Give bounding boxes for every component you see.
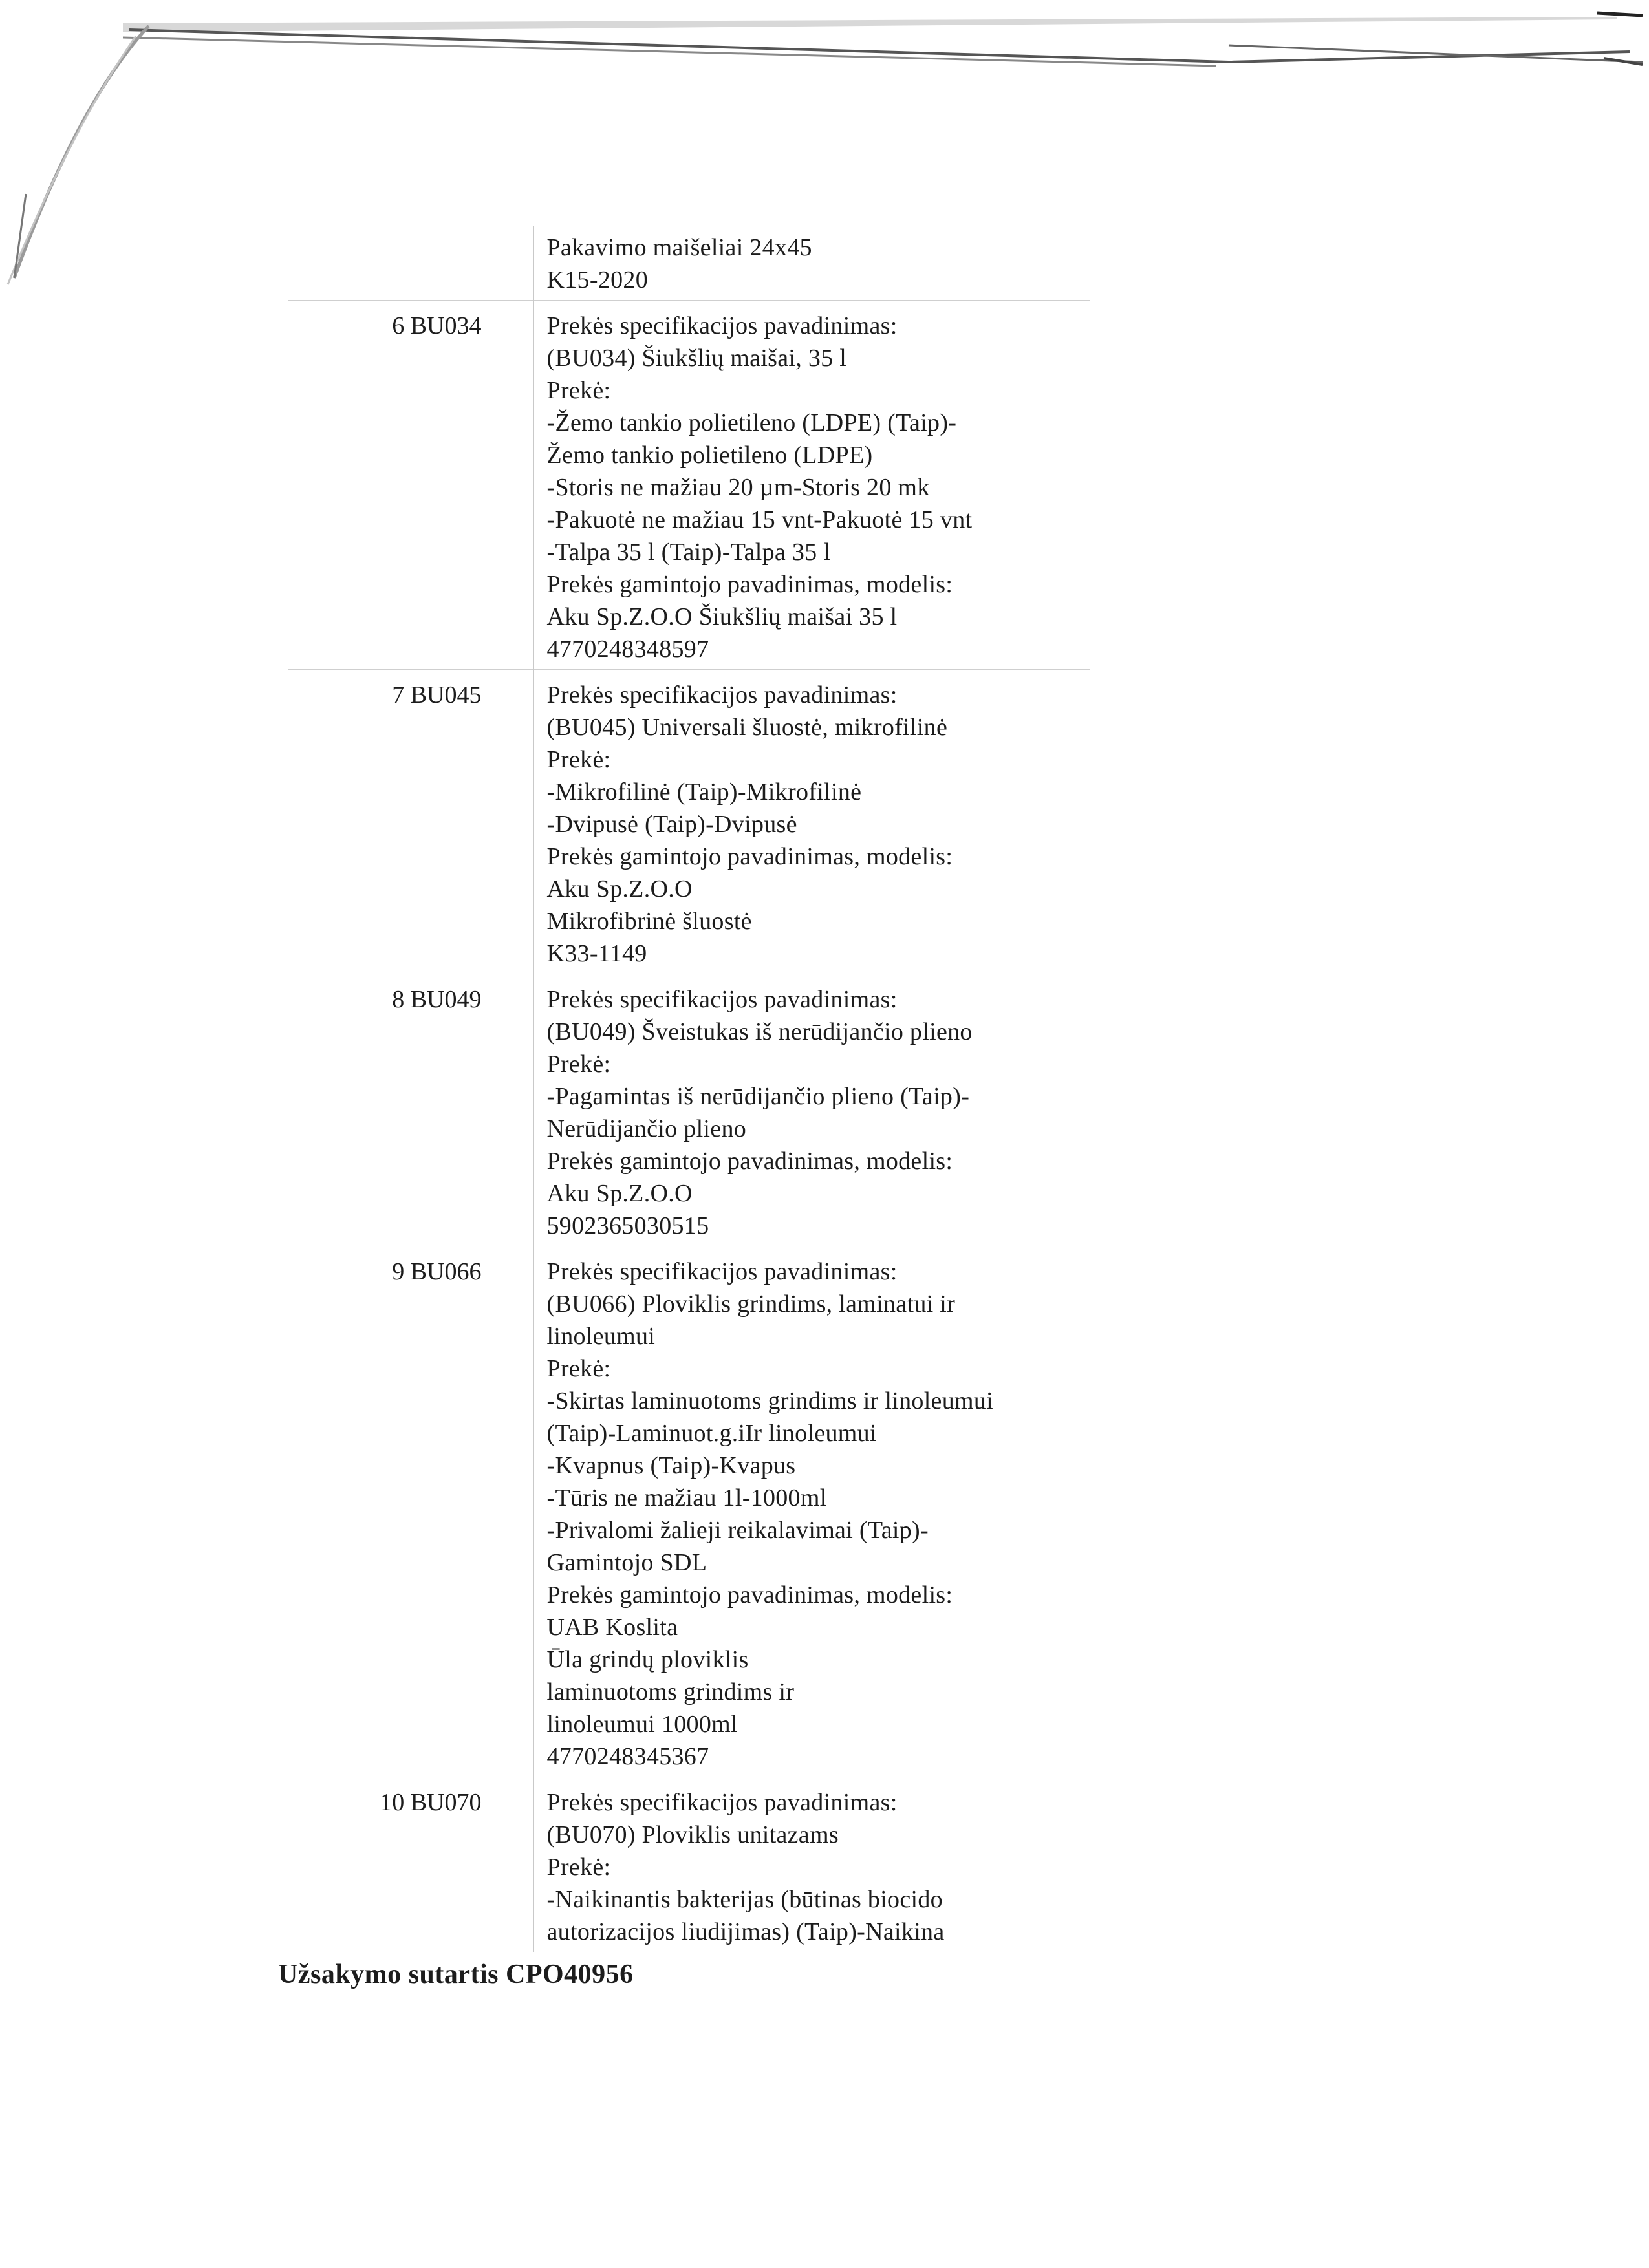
description-line: Mikrofibrinė šluostė [546,908,752,935]
description-line: -Tūris ne mažiau 1l-1000ml [546,1484,827,1512]
description-line: Prekės specifikacijos pavadinimas: [546,312,898,339]
description-line: -Kvapnus (Taip)-Kvapus [546,1452,796,1479]
description-line: K33-1149 [546,940,647,967]
table-row [288,670,1090,974]
description-line: Aku Sp.Z.O.O Šiukšlių maišai 35 l [546,603,898,630]
description-line: -Pakuotė ne mažiau 15 vnt-Pakuotė 15 vnt [546,506,973,533]
description-line: (BU049) Šveistukas iš nerūdijančio plieno [546,1018,973,1045]
description-line: -Dvipusė (Taip)-Dvipusė [546,811,797,838]
table-row [288,1777,1090,1952]
description-line: -Žemo tankio polietileno (LDPE) (Taip)- [546,409,957,436]
item-number: 10 BU070 [288,1777,534,1952]
item-number: 8 BU049 [288,974,534,1246]
description-line: autorizacijos liudijimas) (Taip)-Naikina [546,1918,945,1945]
description-line: Prekės specifikacijos pavadinimas: [546,986,898,1013]
description-line: Aku Sp.Z.O.O [546,1180,693,1207]
description-line: (Taip)-Laminuot.g.iIr linoleumui [546,1420,877,1447]
order-contract-title: Užsakymo sutartis CPO40956 [278,1960,634,1989]
description-line: Prekė: [546,1355,611,1382]
description-line: Aku Sp.Z.O.O [546,875,693,903]
item-description [534,226,1090,301]
item-description [534,1777,1090,1952]
table-row [288,974,1090,1246]
description-line: Prekės gamintojo pavadinimas, modelis: [546,843,953,870]
description-line: (BU070) Ploviklis unitazams [546,1821,839,1848]
item-number: 7 BU045 [288,670,534,974]
description-line: 5902365030515 [546,1212,709,1239]
description-line: Prekė: [546,1051,611,1078]
description-line: Prekė: [546,746,611,773]
description-line: (BU034) Šiukšlių maišai, 35 l [546,345,847,372]
description-line: Gamintojo SDL [546,1549,707,1576]
item-number [288,226,534,301]
description-line: Žemo tankio polietileno (LDPE) [546,442,873,469]
item-description [534,974,1090,1246]
description-line: -Naikinantis bakterijas (būtinas biocido [546,1886,943,1913]
description-line: Pakavimo maišeliai 24x45 [546,234,812,261]
table-row [288,301,1090,670]
description-line: Prekės gamintojo pavadinimas, modelis: [546,1581,953,1609]
description-line: -Skirtas laminuotoms grindims ir linoleumui [546,1387,994,1415]
description-line: Prekės specifikacijos pavadinimas: [546,1258,898,1285]
description-line: 4770248348597 [546,636,709,663]
description-line: -Storis ne mažiau 20 µm-Storis 20 mk [546,474,930,501]
description-line: K15-2020 [546,266,648,294]
item-description [534,670,1090,974]
description-line: Prekė: [546,377,611,404]
description-line: Prekės gamintojo pavadinimas, modelis: [546,571,953,598]
item-description [534,1246,1090,1777]
description-line: -Talpa 35 l (Taip)-Talpa 35 l [546,539,831,566]
description-line: Prekės specifikacijos pavadinimas: [546,681,898,709]
description-line: -Pagamintas iš nerūdijančio plieno (Taip)- [546,1083,970,1110]
description-line: (BU045) Universali šluostė, mikrofilinė [546,714,948,741]
description-line: 4770248345367 [546,1743,709,1770]
description-line: laminuotoms grindims ir [546,1678,795,1706]
table-row [288,226,1090,301]
description-line: Prekė: [546,1854,611,1881]
description-line: UAB Koslita [546,1614,678,1641]
description-line: -Mikrofilinė (Taip)-Mikrofilinė [546,778,862,806]
description-line: Ūla grindų ploviklis [546,1646,749,1673]
description-line: Prekės specifikacijos pavadinimas: [546,1789,898,1816]
order-items-table [288,226,1090,1952]
item-number: 9 BU066 [288,1246,534,1777]
description-line: (BU066) Ploviklis grindims, laminatui ir [546,1290,956,1318]
description-line: Nerūdijančio plieno [546,1115,747,1142]
item-description [534,301,1090,670]
description-line: -Privalomi žalieji reikalavimai (Taip)- [546,1517,929,1544]
description-line: linoleumui 1000ml [546,1711,738,1738]
item-number: 6 BU034 [288,301,534,670]
description-line: Prekės gamintojo pavadinimas, modelis: [546,1148,953,1175]
description-line: linoleumui [546,1323,656,1350]
table-row [288,1246,1090,1777]
